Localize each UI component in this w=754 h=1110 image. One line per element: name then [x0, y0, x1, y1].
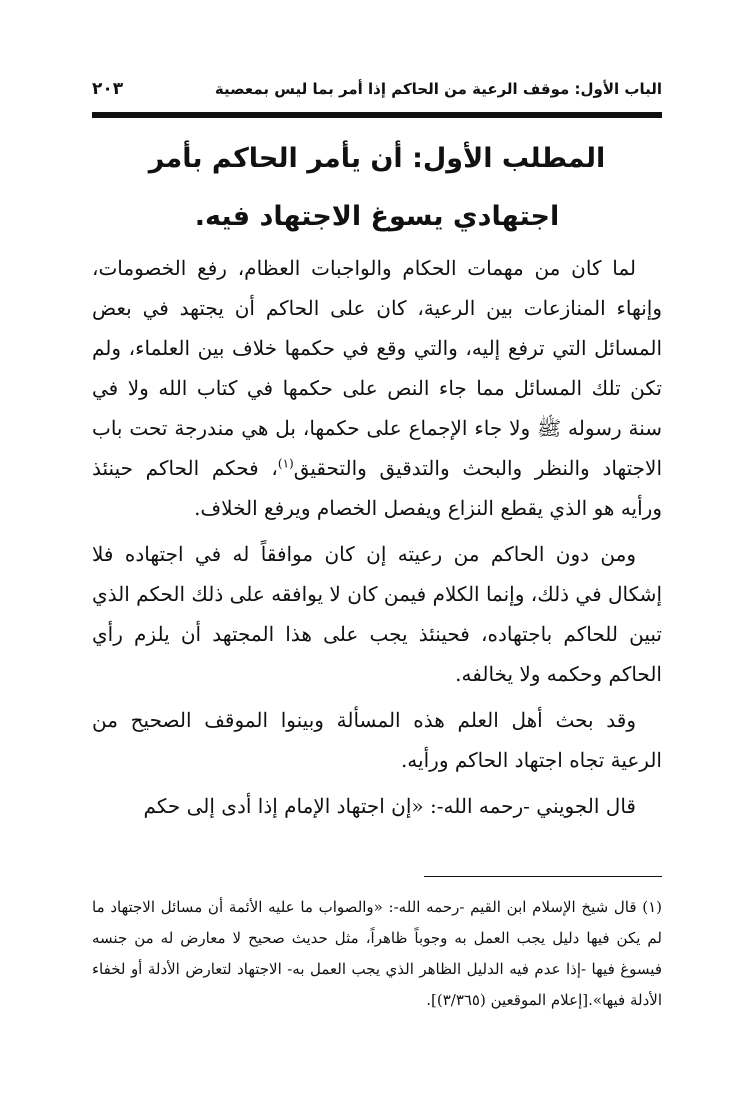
header-rule [92, 112, 662, 118]
paragraph-4: قال الجويني -رحمه الله-: «إن اجتهاد الإمام إذا أدى إلى حكم [143, 794, 636, 818]
footnote-reference: (١) [277, 456, 294, 471]
footnotes [92, 892, 662, 1016]
paragraph-3: وقد بحث أهل العلم هذه المسألة وبينوا الموقف الصحيح من الرعية تجاه اجتهاد الحاكم ورأيه. [92, 708, 662, 772]
chapter-title: الباب الأول: موقف الرعية من الحاكم إذا أمر بما ليس بمعصية [214, 80, 662, 98]
paragraph-1-continuation: ، فحكم الحاكم حينئذ ورأيه هو الذي يقطع النزاع ويفصل الخصام ويرفع الخلاف. [92, 456, 662, 520]
section-title: المطلب الأول: أن يأمر الحاكم بأمر اجتهادي يسوغ الاجتهاد فيه. [148, 143, 606, 232]
page-number: ٢٠٣ [92, 79, 124, 99]
paragraph-1-text: لما كان من مهمات الحكام والواجبات العظام، رفع الخصومات، وإنهاء المنازعات بين الرعية، كان على الحاكم أن يجتهد في بعض المسائل التي ترفع إليه، والتي وقع في حكمها خلاف بين العلماء، ولم تكن تلك المسائل مما جاء النص على حكمها في كتاب الله ولا في سنة رسوله ﷺ ولا جاء الإجماع على حكمها، بل هي مندرجة تحت باب الاجتهاد والنظر والبحث والتدقيق والتحقيق [92, 256, 663, 480]
paragraph-2: ومن دون الحاكم من رعيته إن كان موافقاً له في اجتهاده فلا إشكال في ذلك، وإنما الكلام فيمن كان لا يوافقه على ذلك الحكم الذي تبين للحاكم باجتهاده، فحينئذ يجب على هذا المجتهد أن يلزم رأي الحاكم وحكمه ولا يخالفه. [91, 542, 662, 686]
running-header [92, 74, 662, 104]
footnote-divider [424, 876, 662, 877]
footnote-1: (١) قال شيخ الإسلام ابن القيم -رحمه الله-: «والصواب ما عليه الأئمة أن مسائل الاجتهاد ما لم يكن فيها دليل يجب العمل به وجوباً ظاهراً، مثل حديث صحيح لا معارض له من جنسه فيسوغ فيها -إذا عدم فيه الدليل الظاهر الذي يجب العمل به- الاجتهاد لتعارض الأدلة أو لخفاء الأدلة فيها».[إعلام الموقعين (٣/٣٦٥)]. [92, 898, 662, 1009]
body-text [92, 248, 662, 832]
paragraph-1 [92, 248, 662, 528]
